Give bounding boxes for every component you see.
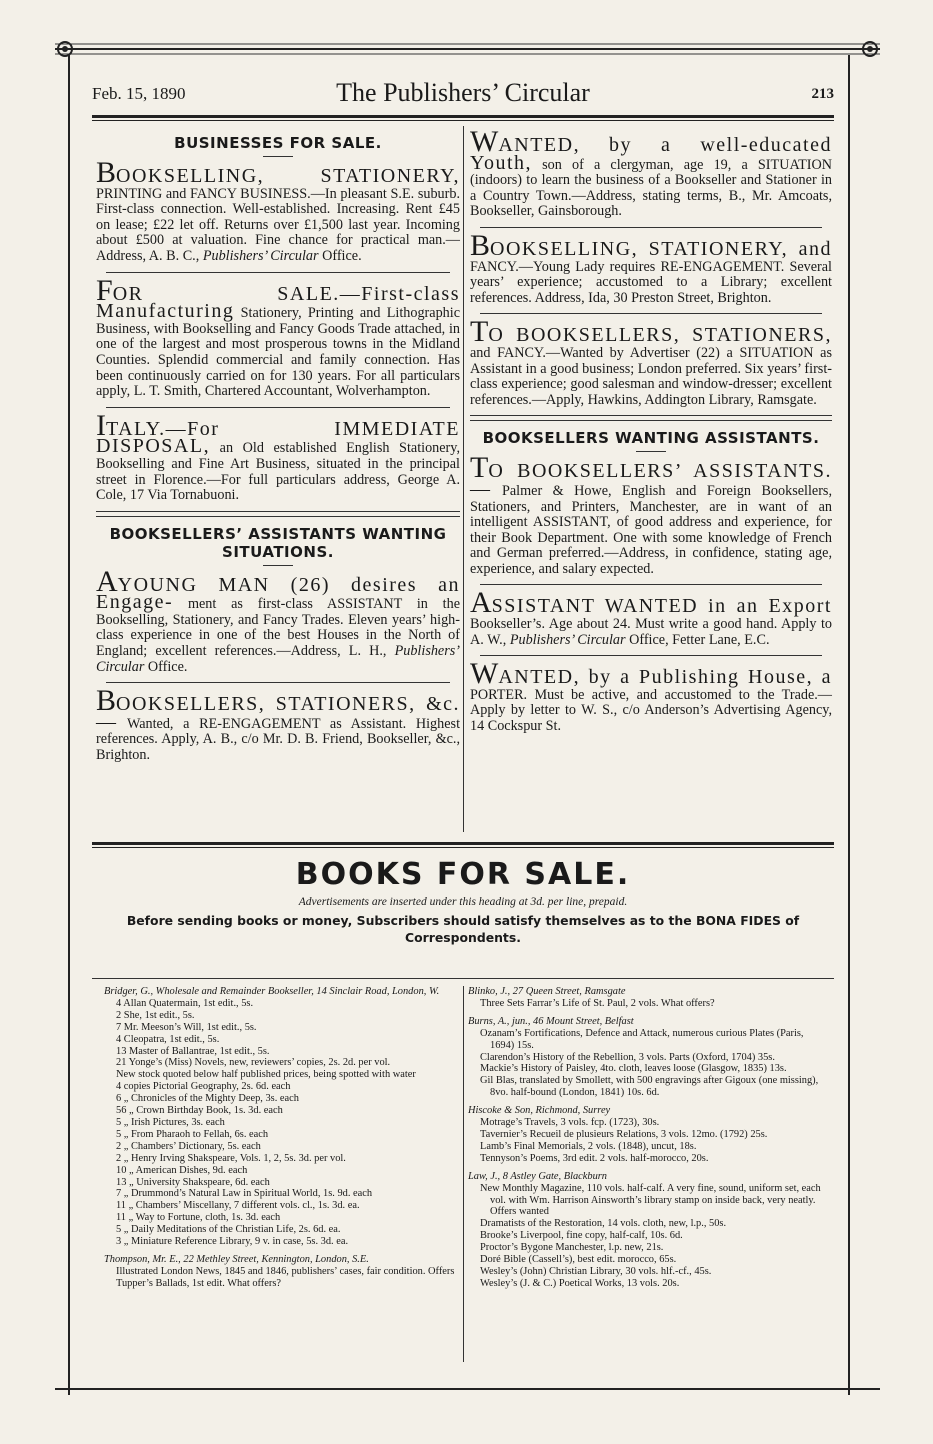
listings-left-column <box>104 986 458 1296</box>
ad-separator <box>106 682 450 683</box>
right-column <box>470 125 832 735</box>
short-rule <box>263 156 293 157</box>
right-border-line <box>848 55 850 1395</box>
ad-italy-disposal: ITALY.—For IMMEDIATE DISPOSAL, an Old established English Stationery, Bookselling and Fine Art Business, situated in the principal street in Florence.—For full particulars address, George A. Cole, 17 Via Tornabuoni. <box>96 408 461 504</box>
listing-entry <box>104 986 458 1248</box>
ad-bookselling-business: BOOKSELLING, STATIONERY, PRINTING and FANCY BUSINESS.—In pleasant S.E. suburb. First-class connection. Well-established. Increasing. Rent £45 on lease; £22 let off. Returns over £1,500 last year. Incoming about £500 at valuation. Fine chance for practical man.—Address, A. B. C., Publishers’ Circular Office. <box>96 156 460 264</box>
decorative-top-border <box>55 40 880 58</box>
bottom-border-line <box>55 1388 880 1390</box>
listing-seller: Law, J., 8 Astley Gate, Blackburn <box>468 1170 607 1182</box>
ad-separator <box>480 313 822 314</box>
listing-item: Wesley’s (John) Christian Library, 30 vols. hlf.-cf., 45s. <box>480 1265 712 1277</box>
issue-date: Feb. 15, 1890 <box>92 84 186 103</box>
listing-item: 13 „ University Shakspeare, 6d. each <box>116 1176 270 1188</box>
listing-item: Tennyson’s Poems, 3rd edit. 2 vols. half-morocco, 20s. <box>480 1152 709 1164</box>
page-header <box>92 78 834 110</box>
ad-palmer-howe: TO BOOKSELLERS’ ASSISTANTS.— Palmer & Howe, English and Foreign Booksellers, Stationers, and Printers, Manchester, are in want of an intelligent ASSISTANT, of good address and experience, for their Book Department. One with some knowledge of French and German preferred.—Address, in confidence, stating age, experience, and salary expected. <box>470 451 832 577</box>
ad-booksellers-stationers: BOOKSELLERS, STATIONERS, &c.— Wanted, a RE-ENGAGEMENT as Assistant. Highest references. Apply, A. B., c/o Mr. D. B. Friend, Bookseller, &c., Brighton. <box>96 684 461 764</box>
left-border-line <box>68 55 70 1395</box>
books-for-sale-title: BOOKS FOR SALE. <box>295 857 631 892</box>
ad-separator <box>480 655 822 656</box>
listing-entry <box>468 1171 830 1290</box>
listing-item: Doré Bible (Cassell’s), best edit. morocco, 65s. <box>480 1254 677 1266</box>
ad-manufacturing-for-sale: FOR SALE.—First-class Manufacturing Stationery, Printing and Lithographic Business, with Bookselling and Fancy Goods Trade attached, in one of the largest and most prosperous towns in the Midland Counties. Splendid commercial and family connection. Has been continuously carried on for 130 years. For all particulars apply, L. T. Smith, Chartered Accountant, Wolverhampton. <box>96 273 460 400</box>
listing-item: 4 Cleopatra, 1st edit., 5s. <box>116 1033 220 1045</box>
header-rule-thin <box>92 120 834 121</box>
section-heading-businesses-for-sale: BUSINESSES FOR SALE. <box>174 134 382 152</box>
section-double-rule <box>470 415 832 421</box>
listing-seller: Blinko, J., 27 Queen Street, Ramsgate <box>468 986 626 997</box>
section-double-rule <box>96 511 460 517</box>
listing-item: Lamb’s Final Memorials, 2 vols. (1848), uncut, 18s. <box>480 1140 697 1152</box>
listing-item: 10 „ American Dishes, 9d. each <box>116 1164 248 1176</box>
listing-item: Motrage’s Travels, 3 vols. fcp. (1723), 30s. <box>480 1117 660 1129</box>
section-heading-assistants-wanting-situations: BOOKSELLERS’ ASSISTANTS WANTING SITUATIONS. <box>109 524 447 561</box>
books-for-sale-subtitle: Advertisements are inserted under this heading at 3d. per line, prepaid. <box>298 896 628 908</box>
listing-seller: Hiscoke & Son, Richmond, Surrey <box>468 1105 611 1117</box>
listing-item: New stock quoted below half published prices, being spotted with water <box>116 1069 416 1081</box>
section-heading-booksellers-wanting-assistants: BOOKSELLERS WANTING ASSISTANTS. <box>482 429 820 448</box>
header-rule <box>92 115 834 118</box>
short-rule <box>263 565 293 566</box>
listing-item: 5 „ From Pharaoh to Fellah, 6s. each <box>116 1128 269 1140</box>
listing-item: 6 „ Chronicles of the Mighty Deep, 3s. each <box>116 1093 299 1105</box>
listing-item: 21 Yonge’s (Miss) Novels, new, reviewers’ copies, 2s. 2d. per vol. <box>116 1057 391 1069</box>
listing-item: Illustrated London News, 1845 and 1846, publishers’ cases, fair condition. Offers <box>116 1265 455 1277</box>
listing-item: 56 „ Crown Birthday Book, 1s. 3d. each <box>116 1105 283 1117</box>
ad-separator <box>480 227 822 228</box>
listing-item: Dramatists of the Restoration, 14 vols. cloth, new, l.p., 50s. <box>480 1218 727 1230</box>
ad-porter-wanted: WANTED, by a Publishing House, a PORTER. Must be active, and accustomed to the Trade.—Apply by letter to W. S., c/o Anderson’s Advertising Agency, 14 Cockspur St. <box>470 657 832 735</box>
publication-title: The Publishers’ Circular <box>336 78 590 107</box>
listing-item: Gil Blas, translated by Smollett, with 500 engravings after Gigoux (one missing), 8vo. half-bound (London, 1841) 10s. 6d. <box>480 1075 819 1099</box>
ad-export-assistant: ASSISTANT WANTED in an Export Bookseller’s. Age about 24. Must write a good hand. Apply to A. W., Publishers’ Circular Office, Fetter Lane, E.C. <box>470 586 832 648</box>
listing-item: 13 Master of Ballantrae, 1st edit., 5s. <box>116 1045 270 1057</box>
books-for-sale-note: Before sending books or money, Subscribers should satisfy themselves as to the BONA FIDES of Correspondents. <box>126 913 800 945</box>
listing-item: Ozanam’s Fortifications, Defence and Attack, numerous curious Plates (Paris, 1694) 15s. <box>480 1027 804 1051</box>
listing-item: Tupper’s Ballads, 1st edit. What offers? <box>116 1277 281 1289</box>
short-rule <box>636 451 666 452</box>
listing-entry <box>468 1105 830 1165</box>
listing-entry <box>468 986 830 1010</box>
listing-item: 2 „ Henry Irving Shakspeare, Vols. 1, 2, 5s. 3d. per vol. <box>116 1152 346 1164</box>
listing-item: Three Sets Farrar’s Life of St. Paul, 2 vols. What offers? <box>480 997 715 1009</box>
listing-item: Mackie’s History of Paisley, 4to. cloth, leaves loose (Glasgow, 1835) 13s. <box>480 1063 787 1075</box>
column-divider <box>463 126 464 832</box>
ad-separator <box>106 407 450 408</box>
ad-separator <box>106 272 450 273</box>
listing-item: Brooke’s Liverpool, fine copy, half-calf, 10s. 6d. <box>480 1230 683 1242</box>
listing-seller: Burns, A., jun., 46 Mount Street, Belfast <box>468 1015 634 1027</box>
listing-item: 11 „ Way to Fortune, cloth, 1s. 3d. each <box>116 1212 281 1224</box>
listing-item: 3 „ Miniature Reference Library, 9 v. in case, 5s. 3d. ea. <box>116 1236 349 1248</box>
listing-item: Wesley’s (J. & C.) Poetical Works, 13 vols. 20s. <box>480 1277 680 1289</box>
ad-hawkins-ramsgate: TO BOOKSELLERS, STATIONERS, and FANCY.—Wanted by Advertiser (22) a SITUATION as Assistant in a good business; London preferred. Six years’ first-class experience; good salesman and window-dresser; excellent references.—Apply, Hawkins, Addington Library, Ramsgate. <box>470 315 832 408</box>
listing-item: 7 „ Drummond’s Natural Law in Spiritual World, 1s. 9d. each <box>116 1188 373 1200</box>
ad-young-lady: BOOKSELLING, STATIONERY, and FANCY.—Young Lady requires RE-ENGAGEMENT. Several years’ experience; accustomed to a Library; excellent references. Address, Ida, 30 Preston Street, Brighton. <box>470 228 832 306</box>
page-number: 213 <box>811 86 834 102</box>
listing-item: 5 „ Daily Meditations of the Christian Life, 2s. 6d. ea. <box>116 1224 341 1236</box>
listing-item: 4 Allan Quatermain, 1st edit., 5s. <box>116 997 254 1009</box>
listings-rule <box>92 978 834 979</box>
ad-separator <box>480 584 822 585</box>
listing-seller: Thompson, Mr. E., 22 Methley Street, Kennington, London, S.E. <box>104 1253 369 1265</box>
listing-item: 2 She, 1st edit., 5s. <box>116 1009 195 1021</box>
listing-entry <box>104 1254 458 1290</box>
books-section-rule-thin <box>92 847 834 848</box>
listing-item: 4 copies Pictorial Geography, 2s. 6d. each <box>116 1081 291 1093</box>
books-for-sale-header <box>92 858 834 946</box>
listing-item: 7 Mr. Meeson’s Will, 1st edit., 5s. <box>116 1021 257 1033</box>
books-section-rule <box>92 842 834 845</box>
listing-seller: Bridger, G., Wholesale and Remainder Bookseller, 14 Sinclair Road, London, W. <box>104 986 440 997</box>
listings-column-divider <box>463 986 464 1362</box>
listing-item: 5 „ Irish Pictures, 3s. each <box>116 1116 225 1128</box>
listings-right-column <box>468 986 830 1296</box>
listing-entry <box>468 1016 830 1099</box>
listing-item: 11 „ Chambers’ Miscellany, 7 different vols. cl., 1s. 3d. ea. <box>116 1200 360 1212</box>
listing-item: Tavernier’s Recueil de plusieurs Relations, 3 vols. 12mo. (1792) 25s. <box>480 1128 768 1140</box>
ad-young-man: AYOUNG MAN (26) desires an Engage- ment as first-class ASSISTANT in the Bookselling, Stationery, and Fancy Trades. Eleven years’ high-class experience in one of the best Houses in the North of England; excellent references.—Address, L. H., Publishers’ Circular Office. <box>96 564 461 675</box>
listing-item: 2 „ Chambers’ Dictionary, 5s. each <box>116 1140 261 1152</box>
ad-well-educated-youth: WANTED, by a well-educated Youth, son of a clergyman, age 19, a SITUATION (indoors) to learn the business of a Bookseller and Stationer in a Country Town.—Address, stating terms, B., Mr. Amcoats, Bookseller, Gainsborough. <box>470 125 832 220</box>
left-column <box>96 128 460 764</box>
listing-item: Proctor’s Bygone Manchester, l.p. new, 21s. <box>480 1242 664 1254</box>
listing-item: New Monthly Magazine, 110 vols. half-calf. A very fine, sound, uniform set, each vol. with Wm. Harrison Ainsworth’s library stamp on inside back, very neatly. Offers wanted <box>480 1182 821 1218</box>
listing-item: Clarendon’s History of the Rebellion, 3 vols. Parts (Oxford, 1704) 35s. <box>480 1051 775 1063</box>
